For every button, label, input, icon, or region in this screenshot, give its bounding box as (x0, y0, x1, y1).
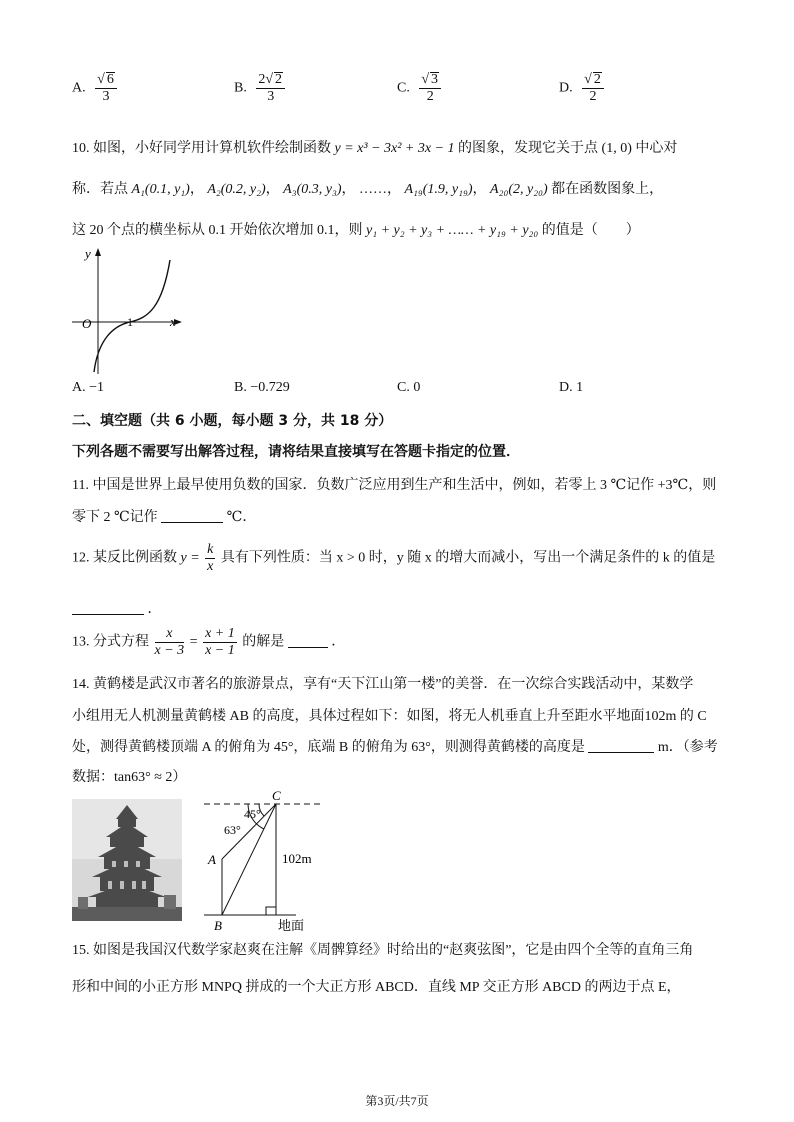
answer-blank (588, 738, 654, 753)
function-expression: y = x³ − 3x² + 3x − 1 (334, 141, 455, 156)
q9-option-b (234, 72, 287, 105)
q13-line (72, 626, 345, 659)
option-label: A. (72, 80, 86, 96)
fraction: $\frac{√ 2}{2}$ (582, 72, 604, 105)
radicand: 2 (275, 72, 283, 87)
text: 12. 某反比例函数 (72, 550, 177, 566)
q9-option-a (72, 72, 119, 105)
fraction: $\frac{2√ 2}{3}$ (256, 72, 285, 105)
page-number: 第3页/共7页 (365, 1094, 429, 1108)
point-a2: A₂(0.2, y₂) (207, 182, 266, 197)
radicand: 3 (431, 72, 439, 87)
text: 13. 分式方程 (72, 634, 149, 650)
q10-line-3 (72, 219, 640, 239)
numerator: x (155, 626, 185, 643)
denominator: 3 (267, 89, 275, 104)
option-label: D. (559, 80, 573, 96)
q12-line-2 (72, 598, 162, 618)
tick-one-label: 1 (127, 315, 133, 329)
q14-line-3 (72, 736, 718, 756)
q10-option-d: D. 1 (559, 380, 584, 395)
text: 的图象，发现它关于点 (458, 141, 599, 156)
answer-blank (161, 508, 223, 523)
sum-expression: y₁ + y₂ + y₃ + …… + y₁₉ + y₂₀ (366, 223, 539, 238)
q11-line-2 (72, 506, 256, 526)
text: 的解是 (242, 634, 285, 650)
point-a1: A₁(0.1, y₁) (131, 182, 190, 197)
q10-line-2: 称．若点 A₁(0.1, y₁)， A₂(0.2, y₂)， A₃(0.3, y₃)， ……， A₁₉(1.9, y₁₉)， A₂₀(2, y₂₀) 都在函数图象上， (72, 182, 664, 197)
denominator: 2 (426, 89, 434, 104)
text: 零下 2 ℃记作 (72, 510, 158, 525)
fraction: $\frac{√ 3}{2}$ (419, 72, 441, 105)
text: ． (331, 634, 346, 650)
text: m．（参考 (657, 740, 718, 755)
numerator: x + 1 (205, 626, 235, 641)
q15-line-2: 形和中间的小正方形 MNPQ 拼成的一个大正方形 ABCD．直线 MP 交正方形 ABCD 的两边于点 E， (72, 980, 681, 995)
radicand: 2 (593, 72, 601, 87)
point-a3: A₃(0.3, y₃) (283, 182, 342, 197)
q14-line-4: 数据：tan63° ≈ 2） (72, 770, 187, 785)
q15-line-1: 15. 如图是我国汉代数学家赵爽在注解《周髀算经》时给出的“赵爽弦图”，它是由四个全等的直角三角 (72, 943, 694, 958)
label-a: A (208, 852, 216, 867)
text: 10. 如图，小好同学用计算机软件绘制函数 (72, 141, 331, 156)
label-c: C (272, 788, 281, 803)
yellow-crane-tower-photo (72, 799, 182, 921)
label-b: B (214, 918, 222, 933)
left-fraction (155, 626, 185, 659)
q14-line-2: 小组用无人机测量黄鹤楼 AB 的高度，具体过程如下：如图，将无人机垂直上升至距水平地面102m 的 C (72, 709, 707, 724)
text: 的值是（ ） (541, 223, 640, 238)
ground-label: 地面 (278, 918, 305, 933)
q10-line-1 (72, 137, 677, 157)
text: 称．若点 (72, 182, 128, 197)
fraction (205, 542, 215, 575)
option-label: C. (397, 80, 410, 96)
q14-line-1: 14. 黄鹤楼是武汉市著名的旅游景点，享有“天下江山第一楼”的美誉．在一次综合实践活动中，某数学 (72, 677, 694, 692)
q10-option-c: C. 0 (397, 380, 421, 395)
x-label: x (170, 314, 176, 329)
answer-blank (72, 600, 144, 615)
ellipsis: …… (358, 182, 387, 197)
denominator: x (207, 559, 214, 574)
text: 中心对 (635, 141, 678, 156)
angle-63-label: 63° (224, 823, 241, 837)
denominator: x − 3 (154, 643, 185, 658)
origin-label: O (82, 316, 92, 331)
text: 具有下列性质：当 x > 0 时，y 随 x 的增大而减小，写出一个满足条件的 k 的值是 (220, 550, 716, 566)
function-lhs: y = (180, 550, 200, 566)
equals-sign: = (189, 634, 198, 650)
option-label: B. (234, 80, 247, 96)
q10-function-graph (70, 246, 190, 376)
right-angle-mark (266, 907, 276, 915)
point-a20: A₂₀(2, y₂₀) (490, 182, 548, 197)
q11-line-1: 11. 中国是世界上最早使用负数的国家．负数广泛应用到生产和生活中，例如，若零上 3 ℃记作 +3℃，则 (72, 478, 717, 493)
text: ℃． (226, 510, 257, 525)
q14-geometry-figure (196, 787, 326, 937)
denominator: 3 (102, 89, 110, 104)
height-label: 102m (282, 851, 312, 866)
angle-45-label: 45° (244, 807, 261, 821)
text: ． (147, 602, 162, 617)
coefficient: 2 (258, 72, 266, 87)
y-label: y (85, 246, 91, 261)
text: 都在函数图象上， (551, 182, 664, 197)
section-2-title: 二、填空题（共 6 小题，每小题 3 分，共 18 分） (72, 413, 393, 429)
answer-blank (288, 633, 328, 648)
numerator: k (207, 542, 214, 557)
point-a19: A₁₉(1.9, y₁₉) (404, 182, 473, 197)
denominator: x − 1 (205, 643, 235, 658)
radicand: 6 (106, 72, 114, 87)
text: 处，测得黄鹤楼顶端 A 的俯角为 45°，底端 B 的俯角为 63°，则测得黄鹤楼的高度是 (72, 740, 585, 755)
q10-option-b: B. −0.729 (234, 380, 290, 395)
y-axis-arrow (95, 248, 101, 256)
q9-option-c (397, 72, 443, 105)
q10-option-a: A. −1 (72, 380, 105, 395)
fraction: $\frac{√ 6}{3}$ (95, 72, 117, 105)
q12-line-1 (72, 542, 715, 575)
denominator: 2 (589, 89, 597, 104)
center-point: (1, 0) (601, 141, 632, 156)
right-fraction (203, 626, 237, 659)
q9-option-d (559, 72, 606, 105)
text: 这 20 个点的横坐标从 0.1 开始依次增加 0.1，则 (72, 223, 363, 238)
section-2-instruction: 下列各题不需要写出解答过程，请将结果直接填写在答题卡指定的位置． (72, 444, 520, 460)
